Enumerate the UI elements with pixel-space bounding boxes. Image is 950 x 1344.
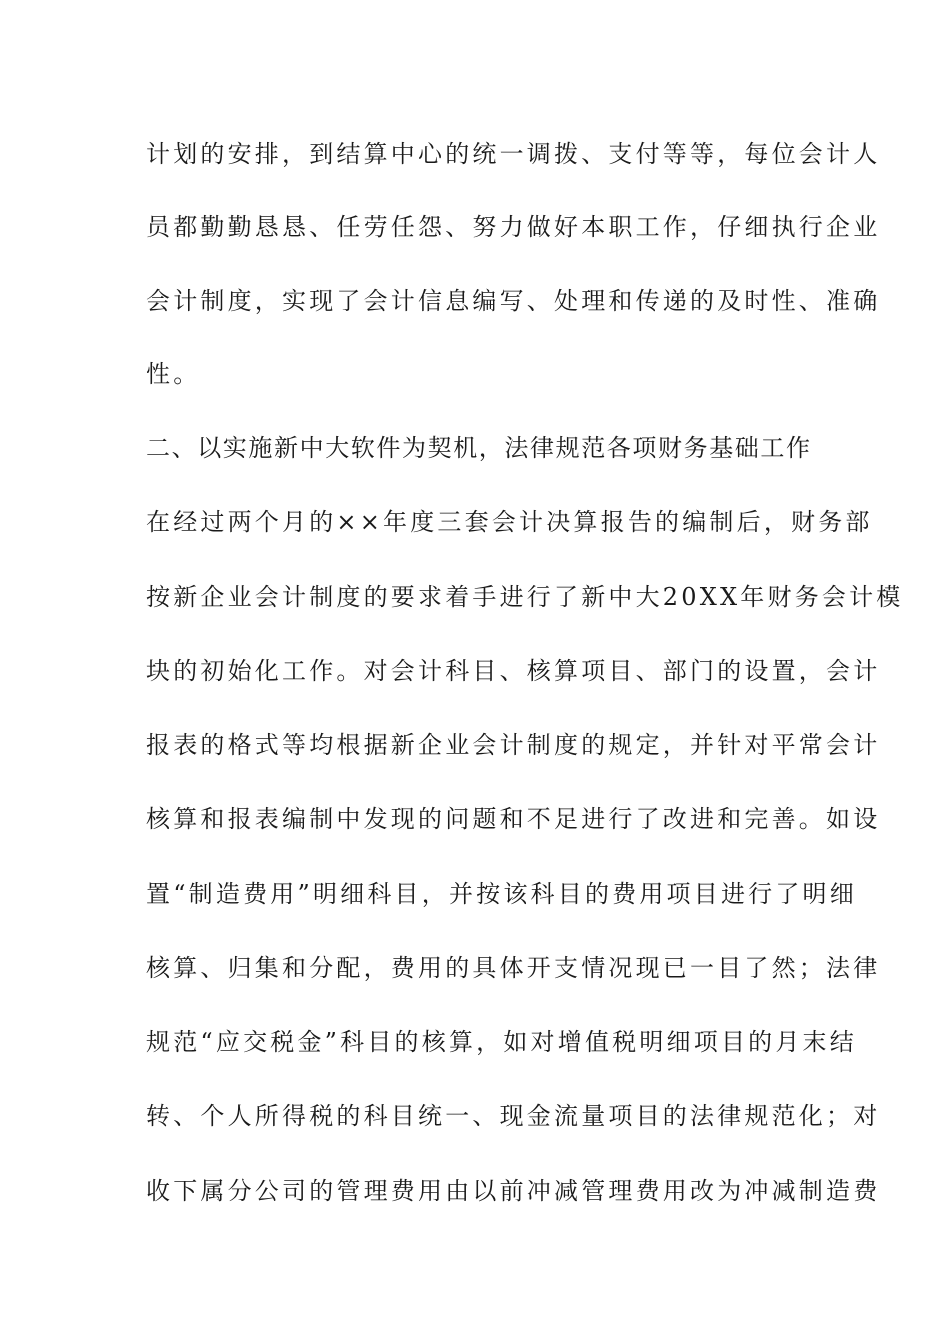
text-line: 计划的安排，到结算中心的统一调拨、支付等等，每位会计人 bbox=[146, 140, 881, 168]
section-heading: 二、以实施新中大软件为契机，法律规范各项财务基础工作 bbox=[146, 434, 812, 462]
text-line: 收下属分公司的管理费用由以前冲减管理费用改为冲减制造费 bbox=[146, 1177, 881, 1205]
text-line: 核算和报表编制中发现的问题和不足进行了改进和完善。如设 bbox=[146, 805, 881, 833]
text-line: 块的初始化工作。对会计科目、核算项目、部门的设置，会计 bbox=[146, 657, 881, 685]
text-line: 在经过两个月的××年度三套会计决算报告的编制后，财务部 bbox=[146, 508, 873, 536]
text-line: 按新企业会计制度的要求着手进行了新中大20XX年财务会计模 bbox=[146, 583, 904, 611]
text-line: 置“制造费用”明细科目，并按该科目的费用项目进行了明细 bbox=[146, 880, 857, 908]
text-line: 会计制度，实现了会计信息编写、处理和传递的及时性、准确 bbox=[146, 287, 881, 315]
text-line: 核算、归集和分配，费用的具体开支情况现已一目了然；法律 bbox=[146, 954, 881, 982]
text-line: 员都勤勤恳恳、任劳任怨、努力做好本职工作，仔细执行企业 bbox=[146, 213, 881, 241]
text-line: 报表的格式等均根据新企业会计制度的规定，并针对平常会计 bbox=[146, 731, 881, 759]
text-line: 规范“应交税金”科目的核算，如对增值税明细项目的月末结 bbox=[146, 1028, 857, 1056]
text-line: 转、个人所得税的科目统一、现金流量项目的法律规范化；对 bbox=[146, 1102, 881, 1130]
text-line: 性。 bbox=[146, 360, 201, 388]
